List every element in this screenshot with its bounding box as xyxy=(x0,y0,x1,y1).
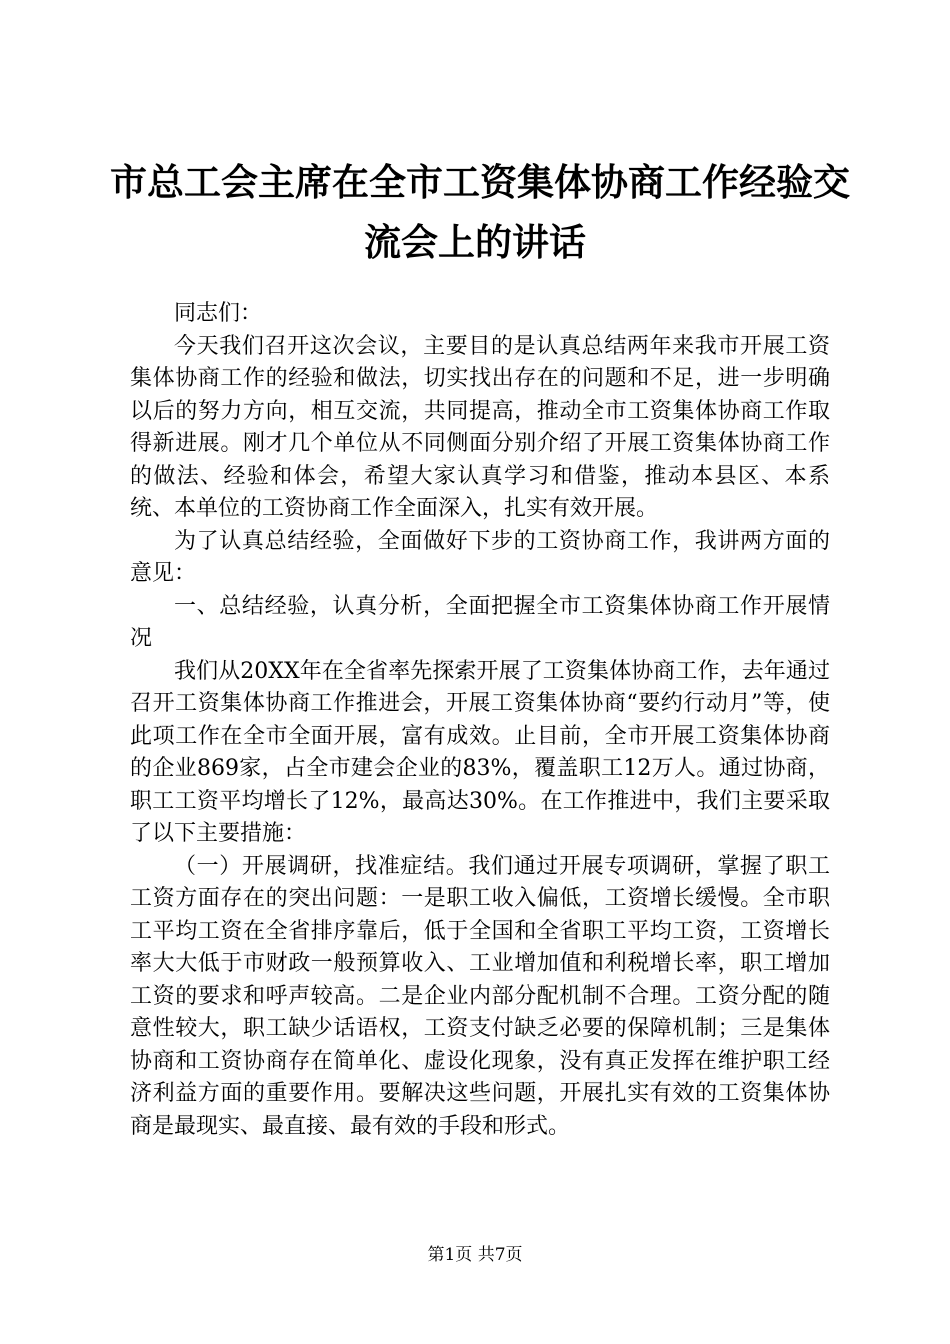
body-paragraph: 我们从20XX年在全省率先探索开展了工资集体协商工作，去年通过召开工资集体协商工作推进会，开展工资集体协商“要约行动月”等，使此项工作在全市全面开展，富有成效。止目前，全市开展工资集体协商的企业869家，占全市建会企业的83%，覆盖职工12万人。通过协商，职工工资平均增长了12%，最高达30%。在工作推进中，我们主要采取了以下主要措施： xyxy=(130,658,830,846)
section-heading: 一、总结经验，认真分析，全面把握全市工资集体协商工作开展情况 xyxy=(130,593,830,651)
page-number-footer: 第1页 共7页 xyxy=(427,1245,523,1265)
document-title-line-1: 市总工会主席在全市工资集体协商工作经验交 xyxy=(110,161,850,204)
document-title-line-2: 流会上的讲话 xyxy=(364,221,586,264)
body-paragraph: 今天我们召开这次会议，主要目的是认真总结两年来我市开展工资集体协商工作的经验和做法，切实找出存在的问题和不足，进一步明确以后的努力方向，相互交流，共同提高，推动全市工资集体协商工作取得新进展。刚才几个单位从不同侧面分别介绍了开展工资集体协商工作的做法、经验和体会，希望大家认真学习和借鉴，推动本县区、本系统、本单位的工资协商工作全面深入，扎实有效开展。 xyxy=(130,333,830,521)
body-paragraph: 为了认真总结经验，全面做好下步的工资协商工作，我讲两方面的意见： xyxy=(130,528,830,586)
body-paragraph: （一）开展调研，找准症结。我们通过开展专项调研，掌握了职工工资方面存在的突出问题：一是职工收入偏低，工资增长缓慢。全市职工平均工资在全省排序靠后，低于全国和全省职工平均工资，工资增长率大大低于市财政一般预算收入、工业增加值和利税增长率，职工增加工资的要求和呼声较高。二是企业内部分配机制不合理。工资分配的随意性较大，职工缺少话语权，工资支付缺乏必要的保障机制；三是集体协商和工资协商存在简单化、虚设化现象，没有真正发挥在维护职工经济利益方面的重要作用。要解决这些问题，开展扎实有效的工资集体协商是最现实、最直接、最有效的手段和形式。 xyxy=(130,853,830,1139)
document-body xyxy=(130,298,830,1143)
salutation: 同志们： xyxy=(174,301,263,326)
